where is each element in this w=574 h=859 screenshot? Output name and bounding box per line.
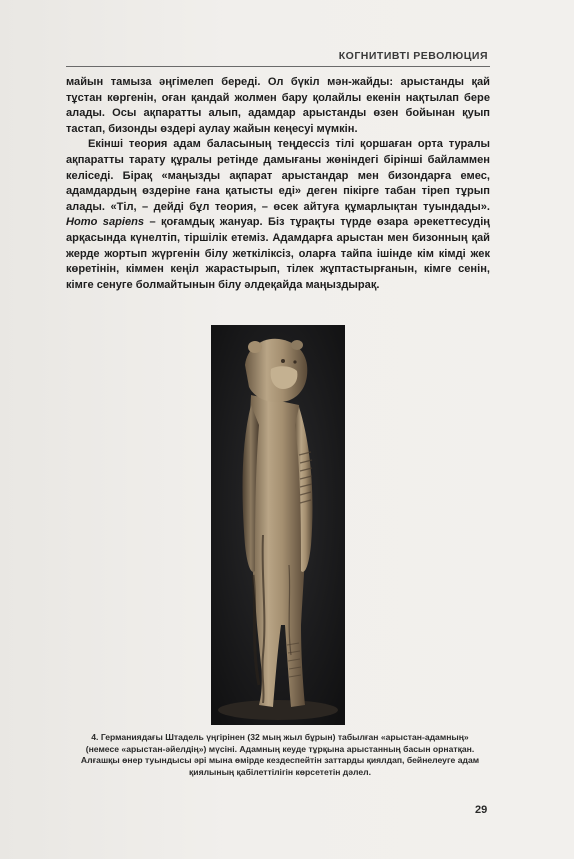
paragraph-2 bbox=[66, 137, 490, 293]
paragraph-2-rest: – қоғамдық жануар. Біз тұрақты түрде өзара әрекеттесудің арқасында күнелтіп, тіршілік етеміз. Адамдарға арыстан мен бизонның қай жерде жортып жүргенін білу жеткіліксіз, оларға тайпа ішінде кім кімді жек көретінін, кіммен кеңіл жарастырып, тілек жұптастырғанын, кімге сенін, кімге сенуге болмайтынын білу әлдеқайда маңыздырақ. bbox=[66, 216, 490, 291]
lion-man-figurine-illustration bbox=[211, 325, 345, 725]
paragraph-1: майын тамыза әңгімелеп береді. Ол бүкіл мән-жайды: арыстанды қай тұстан көргенін, оған қандай жолмен бару қолайлы екенін нақтылап бере алады. Осы ақпаратты алып, адамдар арыстанды өзен бойынан қуып тастап, бизонды өздері аулау жайын кеңесуі мүмкін. bbox=[66, 76, 490, 135]
paragraph-2-start: Екінші теория адам баласының теңдессіз тілі қоршаған орта туралы ақпаратты тарату құралы ретінде дамығаны жөніндегі бірінші байламмен келіседі. Бірақ «маңызды ақпарат арыстандар мен бизондарға емес, адамдардың өздеріне ғана қатысты еді» деген пікірге табан тіреп тұрып алады. «Тіл, – дейді бұл теория, – өсек айтуға құмарлықтан туындады». bbox=[66, 138, 490, 213]
page-number: 29 bbox=[475, 804, 488, 816]
figure-caption: 4. Германиядағы Штадель үңгірінен (32 мың жыл бұрын) табылған «арыстан-адамның» (немесе «арыстан-әйелдің») мүсіні. Адамның кеуде тұрқына арыстанның басын орнатқан. Алғашқы өнер туындысы әрі мына өмірде кездеспейтін заттарды қиялдап, бейнелеуге адам қиялының қабілеттілігін көрсететін дәлел. bbox=[80, 732, 480, 777]
header-rule bbox=[66, 66, 490, 67]
running-title: КОГНИТИВТІ РЕВОЛЮЦИЯ bbox=[338, 50, 488, 62]
lion-man-figurine-photo bbox=[211, 325, 345, 725]
body-text bbox=[66, 75, 490, 293]
homo-sapiens-term: Homo sapiens bbox=[66, 216, 145, 229]
